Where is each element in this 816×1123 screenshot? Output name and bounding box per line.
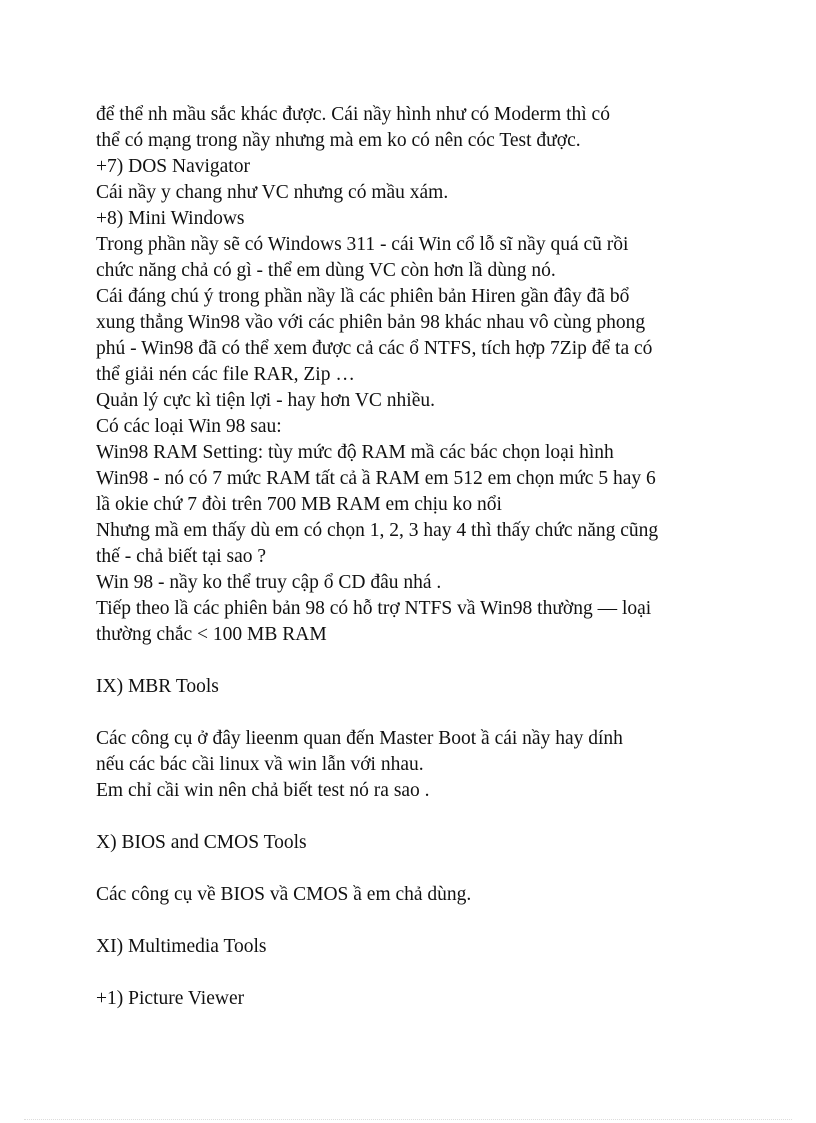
- blank-line: [96, 700, 736, 726]
- text-line: IX) MBR Tools: [96, 676, 219, 697]
- text-line: Quản lý cực kì tiện lợi - hay hơn VC nhiều.: [96, 390, 435, 411]
- text-line: Cái nầy y chang như VC nhưng có mầu xám.: [96, 182, 449, 203]
- text-line: Tiếp theo lầ các phiên bản 98 có hỗ trợ NTFS vầ Win98 thường — loại: [96, 598, 652, 619]
- text-line: Các công cụ về BIOS vầ CMOS ầ em chả dùng.: [96, 884, 472, 905]
- text-line: XI) Multimedia Tools: [96, 936, 267, 957]
- page-bottom-edge: [24, 1119, 792, 1120]
- text-line: để thể nh mầu sắc khác được. Cái nầy hình như có Moderm thì có: [96, 104, 610, 125]
- text-line: +1) Picture Viewer: [96, 988, 245, 1009]
- text-line: Win98 RAM Setting: tùy mức độ RAM mầ các bác chọn loại hình: [96, 442, 614, 463]
- text-line: X) BIOS and CMOS Tools: [96, 832, 307, 853]
- text-line: lầ okie chứ 7 đòi trên 700 MB RAM em chịu ko nổi: [96, 494, 502, 515]
- blank-line: [96, 856, 736, 882]
- text-line: thường chắc < 100 MB RAM: [96, 624, 327, 645]
- text-line: nếu các bác cầi linux vầ win lẫn với nhau.: [96, 754, 424, 775]
- text-line: thể có mạng trong nầy nhưng mà em ko có nên cóc Test được.: [96, 130, 581, 151]
- blank-line: [96, 804, 736, 830]
- text-line: Win 98 - nầy ko thể truy cập ổ CD đâu nhá .: [96, 572, 442, 593]
- text-line: Trong phần nầy sẽ có Windows 311 - cái Win cổ lỗ sĩ nầy quá cũ rồi: [96, 234, 629, 255]
- text-line: Các công cụ ở đây lieenm quan đến Master Boot ầ cái nầy hay dính: [96, 728, 623, 749]
- text-line: chức năng chả có gì - thể em dùng VC còn hơn lầ dùng nó.: [96, 260, 556, 281]
- text-line: thể giải nén các file RAR, Zip …: [96, 364, 355, 385]
- text-line: Win98 - nó có 7 mức RAM tất cả ầ RAM em 512 em chọn mức 5 hay 6: [96, 468, 656, 489]
- text-line: +8) Mini Windows: [96, 208, 245, 229]
- text-line: Nhưng mầ em thấy dù em có chọn 1, 2, 3 hay 4 thì thấy chức năng cũng: [96, 520, 659, 541]
- blank-line: [96, 960, 736, 986]
- text-line: xung thẳng Win98 vầo với các phiên bản 98 khác nhau vô cùng phong: [96, 312, 646, 333]
- text-line: +7) DOS Navigator: [96, 156, 250, 177]
- text-line: Em chỉ cầi win nên chả biết test nó ra sao .: [96, 780, 430, 801]
- text-line: thế - chả biết tại sao ?: [96, 546, 267, 567]
- text-line: Có các loại Win 98 sau:: [96, 416, 282, 437]
- document-body: [96, 102, 736, 1012]
- blank-line: [96, 648, 736, 674]
- text-line: Cái đáng chú ý trong phần nầy lầ các phiên bản Hiren gần đây đã bổ: [96, 286, 630, 307]
- text-line: phú - Win98 đã có thể xem được cả các ổ NTFS, tích hợp 7Zip để ta có: [96, 338, 653, 359]
- blank-line: [96, 908, 736, 934]
